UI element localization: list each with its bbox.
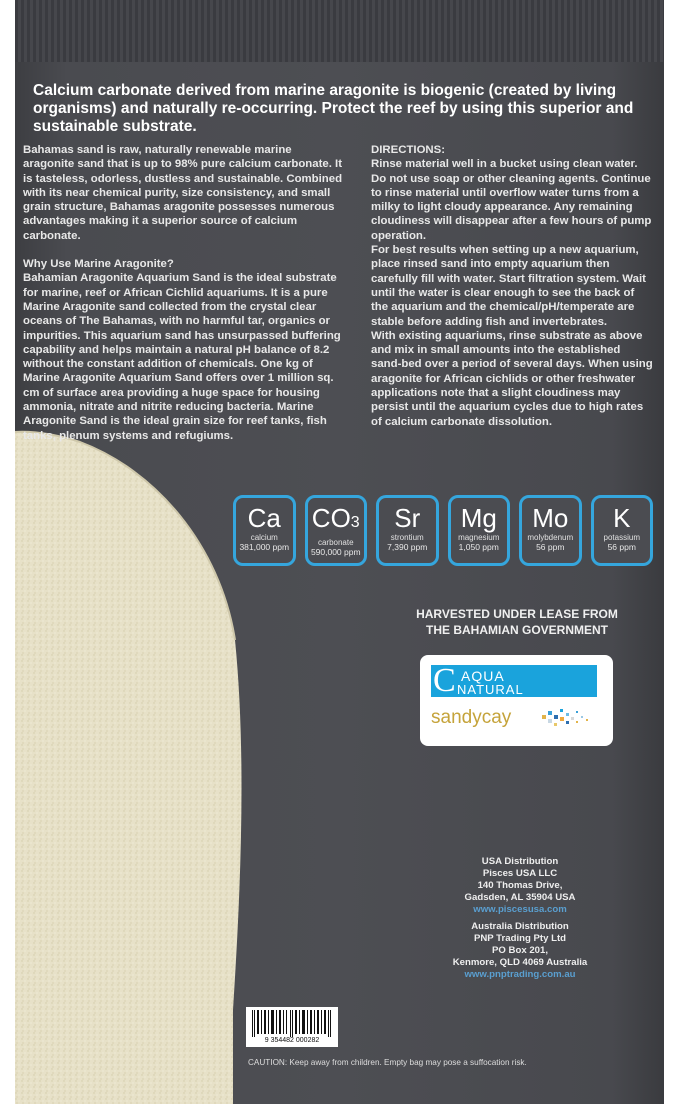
- element-ppm: 56 ppm: [536, 542, 565, 552]
- intro-text: Calcium carbonate derived from marine aragonite is biogenic (created by living organisms) and naturally re-occurring. Protect the reef by using this superior and sustainable substrate.: [33, 82, 634, 135]
- element-tiles: [233, 495, 653, 567]
- element-tile-strontium: [376, 495, 439, 566]
- element-symbol: Mg: [460, 503, 497, 533]
- aus-line-4: Kenmore, QLD 4069 Australia: [452, 957, 588, 968]
- element-name: strontium: [390, 533, 424, 542]
- aus-line-2: PNP Trading Pty Ltd: [473, 933, 567, 944]
- element-name: molybdenum: [527, 533, 574, 542]
- element-name: carbonate: [317, 538, 354, 547]
- element-name: calcium: [250, 533, 278, 542]
- element-tile-molybdenum: [519, 495, 582, 566]
- element-tile-carbonate: [305, 495, 368, 566]
- why-paragraph: Bahamian Aragonite Aquarium Sand is the ideal substrate for marine, reef or African Cichlid aquariums. It is a pure Marine Aragonite sand collected from the crystal clear oceans of The Bahamas, with no harmful tar, organics or impurities. This aquarium sand has unsurpassed buffering capability and helps maintain a natural pH balance of 8.2 without the constant addition of chemicals. One kg of Marine Aragonite Aquarium Sand offers over 1 million sq. cm of surface area providing a huge space for housing ammonia, nitrate and nitrite reducing bacteria. Marine Aragonite Sand is the ideal grain size for reef tanks, fish tanks, plenum systems and refugiums.: [23, 272, 341, 442]
- element-tile-calcium: [233, 495, 296, 566]
- aus-url: www.pnptrading.com.au: [464, 969, 576, 980]
- sandycay-pixel-icon: [540, 707, 600, 731]
- directions-paragraph-3: With existing aquariums, rinse substrate as above and mix in small amounts into the established sand-bed over a period of several days. When using aragonite for African cichlids or other freshwater applications note that a slight cloudiness may persist until the aquarium cycles due to high rates of calcium carbonate dissolution.: [371, 329, 653, 428]
- aus-line-3: PO Box 201,: [492, 945, 548, 956]
- directions-heading: DIRECTIONS:: [371, 144, 446, 156]
- element-name: magnesium: [458, 533, 500, 542]
- element-symbol: Mo: [532, 503, 569, 533]
- element-ppm: 56 ppm: [607, 542, 636, 552]
- element-symbol: CO3: [311, 503, 360, 533]
- usa-url: www.piscesusa.com: [473, 904, 567, 915]
- barcode-number: 9 354482 000282: [264, 1037, 320, 1044]
- sandycay-logo-text: sandycay: [431, 707, 512, 728]
- usa-line-2: Pisces USA LLC: [482, 868, 558, 879]
- brand-logo-panel: [420, 655, 613, 746]
- usa-line-1: USA Distribution: [481, 856, 559, 867]
- natural-text: NATURAL: [457, 682, 524, 697]
- about-column: [23, 143, 345, 457]
- element-ppm: 590,000 ppm: [310, 547, 361, 557]
- caution-text: CAUTION: Keep away from children. Empty bag may pose a suffocation risk.: [248, 1058, 527, 1067]
- barcode: [246, 1007, 338, 1047]
- sand-bag: [15, 0, 664, 1104]
- usa-line-3: 140 Thomas Drive,: [477, 880, 563, 891]
- about-paragraph: Bahamas sand is raw, naturally renewable marine aragonite sand that is up to 98% pure calcium carbonate. It is tasteless, odorless, dustless and sustainable. Combined with its near chemical purity, size consistency, and small grain structure, Bahamas aragonite possesses numerous advantages making it a superior source of calcium carbonate.: [23, 144, 343, 242]
- directions-column: [371, 143, 653, 429]
- aqua-text: AQUA: [461, 668, 505, 684]
- element-ppm: 7,390 ppm: [387, 542, 428, 552]
- harvest-notice: [387, 607, 647, 638]
- element-symbol: Sr: [394, 503, 421, 533]
- why-heading: Why Use Marine Aragonite?: [23, 258, 174, 271]
- element-tile-magnesium: [448, 495, 511, 566]
- element-symbol: K: [613, 503, 631, 533]
- harvest-line-2: THE BAHAMIAN GOVERNMENT: [426, 622, 608, 637]
- aqua-natural-logo: [431, 662, 597, 699]
- australia-distribution: [420, 921, 620, 981]
- directions-paragraph-1: Rinse material well in a bucket using clean water. Do not use soap or other cleaning agents. Continue to rinse material until overflow water turns from a milky to light cloudy appearance. Any remaining cloudiness will disappear after a few hours of pump operation.: [371, 158, 652, 242]
- element-tile-potassium: [591, 495, 654, 566]
- harvest-line-1: HARVESTED UNDER LEASE FROM: [416, 607, 618, 621]
- element-ppm: 1,050 ppm: [458, 542, 499, 552]
- element-name: potassium: [603, 533, 640, 542]
- element-ppm: 381,000 ppm: [239, 542, 290, 552]
- usa-distribution: [435, 856, 605, 916]
- directions-paragraph-2: For best results when setting up a new aquarium, place rinsed sand into empty aquarium then carefully fill with water. Start filtration system. Wait until the water is clear enough to see the back of the aquarium and the chemical/pH/temperate are stable before adding fish and invertebrates.: [371, 244, 646, 328]
- aqua-c-glyph: C: [433, 662, 456, 699]
- usa-line-4: Gadsden, AL 35904 USA: [464, 892, 576, 903]
- aus-line-1: Australia Distribution: [471, 921, 569, 932]
- element-symbol: Ca: [247, 503, 281, 533]
